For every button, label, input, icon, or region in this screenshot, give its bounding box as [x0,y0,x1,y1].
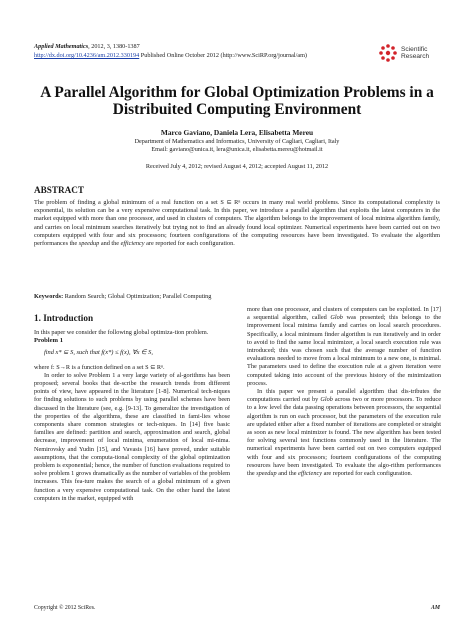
right-paragraph-2 [247,388,441,478]
right-p1-start: more than one processor, and clusters of computers can be exploited. In [17] a sequential algorithm, called [247,306,441,322]
abstract-text [34,199,440,248]
left-paragraph: In order to solve Problem 1 a very large variety of al-gorithms has been proposed; several books that de-scribe the research trends from different points of view, have appeared in the literature [1-8]. Numerical tech-niques for finding solutions to such problems by using parallel schemes have been discussed in the literature (see, e.g. [9-13]. To generalize the investigation of the properties of the algorithms, these are classified in fami-lies whose components share common strategies or tech-niques. In [14] five basic families are defined: partition and search, approximation and search, global decrease, improvement of local minima, enumeration of local mi-nima. Nemirovsky and Yudin [15], and Vavasis [16] have proved, under suitable assumptions, that the computa-tional complexity of the global optimization problem is exponential; hence, the number of function evaluations required to solve problem 1 grows dramatically as the number of variables of the problem increases. This fea-ture makes the search of a global minimum of a given function a very expensive computational task. On the other hand the latest computers in the market, equipped with [34,371,230,502]
right-p2-mid: across two or more processors. To reduce to a low level the data passing operations between processors, the sequential algorithm is run on each processor, but the parameters of the execution rule are updated either after a fixed number of iterations are completed or straight as soon as new local minimizer is found. The new algorithm has been tested for solving several test functions commonly used in the literature. The numerical experiments have been carried out on two computers equipped with four and six processors; fourteen configurations of the computing resources have been investigated. To evaluate the algo-rithm performances the [247,396,441,478]
right-column [247,306,441,478]
right-p2-start: In this paper we present a parallel algorithm that dis-tributes the computations carried out by [247,388,441,404]
glob-term: Glob [330,314,343,322]
right-p2-and: and the [276,470,299,478]
abstract-mid: and the [99,240,121,248]
right-paragraph-1 [247,306,441,388]
paper-title: A Parallel Algorithm for Global Optimization Problems in a Distribuited Computing Environment [40,84,434,118]
journal-header [34,42,307,60]
keywords-list: Random Search; Global Optimization; Parallel Computing [63,293,212,300]
affiliation: Department of Mathematics and Informatics, University of Cagliari, Cagliari, Italy [134,138,340,145]
paper-authors: Marco Gaviano, Daniela Lera, Elisabetta Mereu [160,128,314,137]
abstract-heading: ABSTRACT [34,185,85,195]
abstract-speedup: speedup [78,240,100,248]
efficiency-term: efficiency [298,470,322,478]
abstract-efficiency: efficiency [120,240,145,248]
journal-abbr: AM [430,605,440,611]
doi-link[interactable]: http://dx.doi.org/10.4236/am.2012.330194 [34,52,140,59]
intro-paragraph: In this paper we consider the following global optimiza-tion problem. [34,329,209,336]
right-p1-end: was presented; this belongs to the improvement local minima family and carries on local search procedures. Specifically, a local minimum finder algorithm is run iteratively and in order to avoid to find the same local minimizer, a local search execution rule was introduced; this was chosen such that the average number of function evaluations needed to move from a local minimum to a new one, is minimal. The parameters used to define the execution rule at a given iteration were computed taking into account of the previous history of the minimization process. [247,314,441,387]
scientific-research-logo [378,42,448,64]
left-column [34,329,230,503]
copyright: Copyright © 2012 SciRes. [34,605,96,611]
abstract-body: The problem of finding a global minimum of a real function on a set S ⊆ Rⁿ occurs in many real world problems. Since its computational complexity is exponential, its solution can be a very expensive computational task. In this paper, we introduce a parallel algorithm that exploits the latest computers in the market equipped with more than one processor, and used in clusters of computers. The algorithm belongs to the improvement of local minima algorithm family, and carries on local minimum searches iteratively but trying not to find an already found local optimizer. Numerical experiments have been carried out on two computers equipped with four and six processors; fourteen configurations of the computing resources have been investigated. To evaluate the algorithm performances the [34,199,440,248]
problem-label: Problem 1 [34,337,63,345]
keywords [34,293,440,300]
logo-icon [378,43,398,63]
email: Email: gaviano@unica.it, lera@unica.it, elisabetta.mereu@hotmail.it [151,146,323,154]
received-dates: Received July 4, 2012; revised August 4, 2012; accepted August 11, 2012 [145,163,329,170]
speedup-term: speedup [256,470,277,478]
affiliation-block [30,138,444,154]
section-heading: 1. Introduction [34,313,94,323]
keywords-label: Keywords: [34,293,64,300]
glob-term-2: Glob [320,396,333,404]
where-clause: where f: S→R is a function defined on a set S ⊆ Rⁿ. [34,363,165,371]
problem-formula: find x* ⊆ S, such that f(x*) ≤ f(x), ∀x ∈ S, [44,349,153,357]
logo-line2: Research [401,53,430,60]
page-footer [34,605,440,611]
journal-name: Applied Mathematics [34,43,89,50]
volume-info: , 2012, 3, 1380-1387 [88,43,140,50]
logo-line1: Scientific [401,45,428,53]
abstract-end: are reported for each configuration. [144,240,235,248]
published-info: Published Online October 2012 (http://www.SciRP.org/journal/am) [140,52,307,59]
right-p2-end: are reported for each configuration. [322,470,413,478]
